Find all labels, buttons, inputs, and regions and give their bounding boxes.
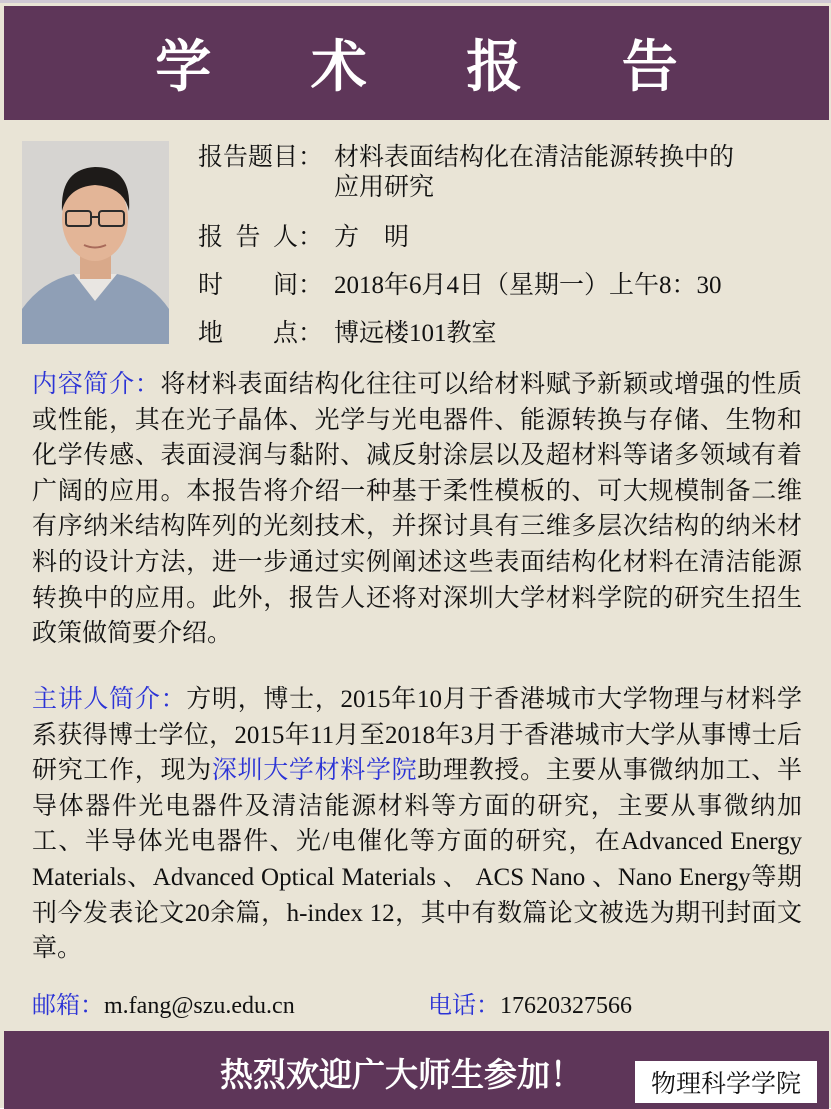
phone-value: 17620327566 — [500, 993, 632, 1019]
bio-label: 主讲人简介： — [32, 686, 187, 713]
department-name: 物理科学学院 — [635, 1061, 817, 1103]
speaker-label: 报 告 人： — [198, 224, 324, 251]
bio-text-before: 方明，博士，2015年10月于香港城市大学物理与材料学系获得博士学位，2015年11月至2018年3月于香港城市大学从事博士后研究工作，现为 — [32, 686, 802, 785]
email-row — [32, 985, 295, 1020]
talk-title-label: 报告题目： — [198, 144, 324, 171]
bio-paragraph — [32, 682, 802, 967]
talk-title-line2: 应用研究 — [334, 174, 435, 201]
poster-title: 学 术 报 告 — [4, 6, 829, 120]
place-row — [198, 319, 497, 349]
time-value: 2018年6月4日（星期一）上午8：30 — [334, 272, 722, 299]
time-row — [198, 271, 722, 301]
time-label: 时 间： — [198, 272, 324, 299]
place-label: 地 点： — [198, 320, 324, 347]
speaker-value: 方 明 — [334, 224, 410, 251]
email-value[interactable]: m.fang@szu.edu.cn — [104, 993, 295, 1019]
intro-text: 将材料表面结构化往往可以给材料赋予新颖或增强的性质或性能，其在光子晶体、光学与光电器件、能源转换与存储、生物和化学传感、表面浸润与黏附、减反射涂层以及超材料等诸多领域有着广阔的应用。本报告将介绍一种基于柔性模板的、可大规模制备二维有序纳米结构阵列的光刻技术，并探讨具有三维多层次结构的纳米材料的设计方法，进一步通过实例阐述这些表面结构化材料在清洁能源转换中的应用。此外，报告人还将对深圳大学材料学院的研究生招生政策做简要介绍。 — [32, 371, 802, 648]
place-value: 博远楼101教室 — [334, 320, 497, 347]
speaker-photo — [22, 141, 169, 344]
school-link[interactable]: 深圳大学材料学院 — [211, 757, 418, 785]
talk-title-line1: 材料表面结构化在清洁能源转换中的 — [334, 144, 735, 171]
welcome-text: 热烈欢迎广大师生参加！ — [220, 1055, 583, 1094]
footer-banner — [4, 1031, 829, 1109]
bio-text-after: 助理教授。主要从事微纳加工、半导体器件光电器件及清洁能源材料等方面的研究，主要从事微纳加工、半导体光电器件、光/电催化等方面的研究，在Advanced Energy Materials、Advanced Optical Materials 、 ACS Nano 、Nano Energy等期刊今发表论文20余篇，h-index 12，其中有数篇论文被选为期刊封面文章。 — [32, 757, 802, 963]
intro-label: 内容简介： — [32, 371, 161, 398]
phone-row — [428, 985, 632, 1020]
email-label: 邮箱： — [32, 993, 104, 1019]
intro-paragraph — [32, 367, 802, 652]
speaker-row — [198, 223, 409, 253]
talk-title-row — [198, 143, 798, 203]
phone-label: 电话： — [428, 993, 500, 1019]
